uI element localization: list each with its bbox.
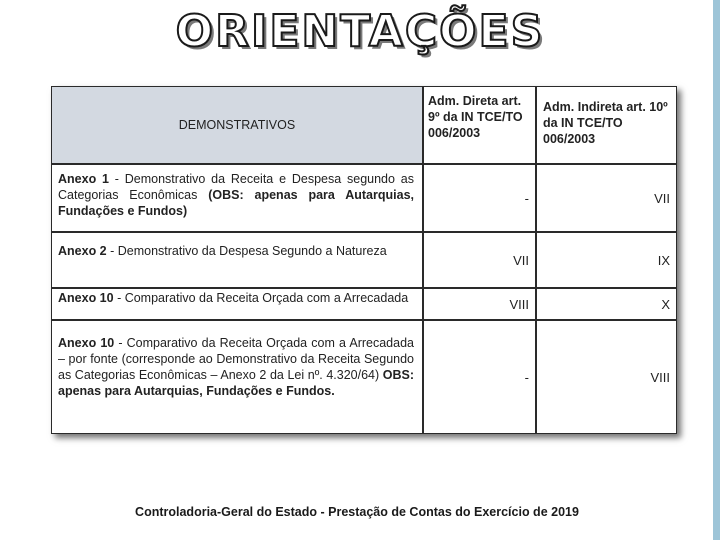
row-adm-direta-value: VII (423, 232, 536, 288)
header-adm-direta: Adm. Direta art. 9º da IN TCE/TO 006/2003 (423, 86, 536, 164)
decorative-side-bar (713, 0, 720, 540)
row-annex-label: Anexo 1 (58, 172, 109, 186)
page-title: ORIENTAÇÕES (175, 6, 545, 57)
row-adm-direta-value: VIII (423, 288, 536, 320)
row-adm-indireta-value: X (536, 288, 677, 320)
orientations-table (51, 86, 677, 434)
table-row-label (51, 320, 423, 434)
table-row-label (51, 288, 423, 320)
row-description: - Demonstrativo da Despesa Segundo a Natureza (106, 244, 387, 258)
table-row-label (51, 232, 423, 288)
row-description: - Comparativo da Receita Orçada com a Arrecadada (113, 291, 409, 305)
header-adm-indireta: Adm. Indireta art. 10º da IN TCE/TO 006/2003 (536, 86, 677, 164)
row-description: - Demonstrativo da Receita e Despesa segundo as Categorias Econômicas (58, 172, 414, 202)
row-description: - Comparativo da Receita Orçada com a Arrecadada – por fonte (corresponde ao Demonstrativo da Receita Segundo as Categorias Econômicas – Anexo 2 da Lei nº. 4.320/64) (58, 336, 414, 382)
row-adm-direta-value: - (423, 164, 536, 232)
row-annex-label: Anexo 10 (58, 291, 114, 305)
row-adm-indireta-value: VIII (536, 320, 677, 434)
table-row-label (51, 164, 423, 232)
row-adm-indireta-value: VII (536, 164, 677, 232)
row-adm-indireta-value: IX (536, 232, 677, 288)
row-annex-label: Anexo 2 (58, 244, 107, 258)
footer-text: Controladoria-Geral do Estado - Prestação de Contas do Exercício de 2019 (135, 505, 579, 519)
header-demonstrativos: DEMONSTRATIVOS (51, 86, 423, 164)
row-note: OBS: apenas para Autarquias, Fundações e Fundos. (58, 368, 414, 398)
row-adm-direta-value: - (423, 320, 536, 434)
row-note: (OBS: apenas para Autarquias, Fundações e Fundos) (58, 188, 414, 218)
row-annex-label: Anexo 10 (58, 336, 115, 350)
